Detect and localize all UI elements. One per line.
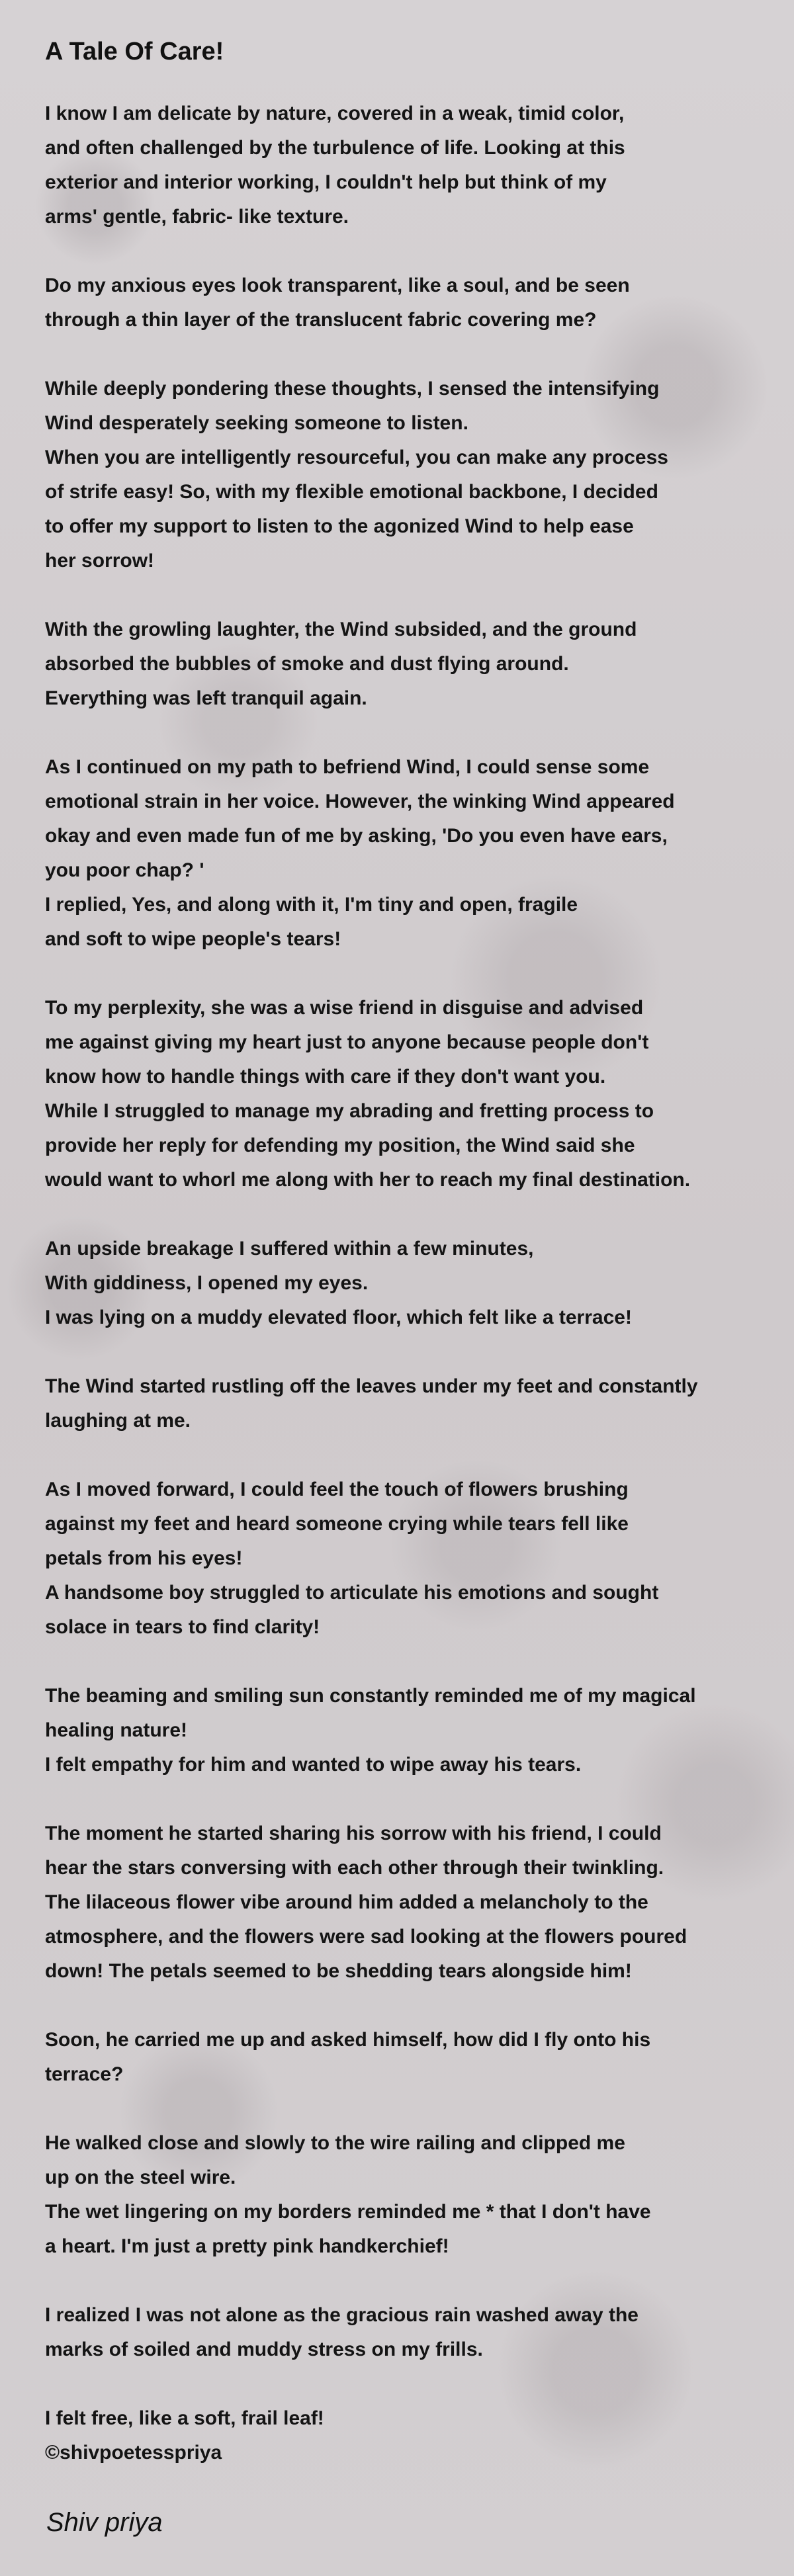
poem-line: Wind desperately seeking someone to listen. [45, 412, 468, 434]
poem-line: arms' gentle, fabric- like texture. [45, 206, 349, 228]
poem-stanza [45, 372, 749, 578]
poem-line: The moment he started sharing his sorrow with his friend, I could [45, 1823, 662, 1844]
poem-line: To my perplexity, she was a wise friend in disguise and advised [45, 997, 644, 1019]
poem-line: a heart. I'm just a pretty pink handkerchief! [45, 2235, 449, 2257]
poem-line: and soft to wipe people's tears! [45, 928, 341, 950]
poem-stanza [45, 2023, 749, 2092]
poem-line: A handsome boy struggled to articulate his emotions and sought [45, 1582, 659, 1604]
poem-line: to offer my support to listen to the agonized Wind to help ease [45, 515, 634, 537]
poem-line: The lilaceous flower vibe around him added a melancholy to the [45, 1891, 648, 1913]
poem-line: exterior and interior working, I couldn't help but think of my [45, 171, 607, 193]
poem-line: Soon, he carried me up and asked himself, how did I fly onto his [45, 2029, 651, 2051]
poem-line: emotional strain in her voice. However, the winking Wind appeared [45, 791, 675, 812]
poem-stanza [45, 613, 749, 716]
poem-stanza [45, 2126, 749, 2264]
poem-line: of strife easy! So, with my flexible emotional backbone, I decided [45, 481, 658, 503]
poem-line: Do my anxious eyes look transparent, like a soul, and be seen [45, 275, 630, 296]
poem-stanza [45, 97, 749, 234]
poem-stanza [45, 2298, 749, 2367]
poem-line: As I moved forward, I could feel the touch of flowers brushing [45, 1479, 629, 1500]
poem-stanza [45, 1369, 749, 1438]
poem-line: With the growling laughter, the Wind subsided, and the ground [45, 619, 637, 640]
poem-line: An upside breakage I suffered within a few minutes, [45, 1238, 534, 1260]
poem-line: against my feet and heard someone crying while tears fell like [45, 1513, 629, 1535]
poem-line: absorbed the bubbles of smoke and dust flying around. [45, 653, 569, 675]
poem-stanza [45, 1679, 749, 1782]
poem-stanza [45, 1817, 749, 1989]
poem-line: and often challenged by the turbulence of life. Looking at this [45, 137, 625, 159]
poem-line: her sorrow! [45, 550, 155, 572]
poem-line: While deeply pondering these thoughts, I sensed the intensifying [45, 378, 660, 400]
poem-line: I realized I was not alone as the gracious rain washed away the [45, 2304, 639, 2326]
poem-line: you poor chap? ' [45, 859, 204, 881]
poem-line: through a thin layer of the translucent fabric covering me? [45, 309, 597, 331]
poem-line: up on the steel wire. [45, 2167, 236, 2188]
poem-line: While I struggled to manage my abrading and fretting process to [45, 1100, 654, 1122]
poem-line: Everything was left tranquil again. [45, 687, 367, 709]
poem-line: down! The petals seemed to be shedding tears alongside him! [45, 1960, 632, 1982]
poem-line: hear the stars conversing with each other through their twinkling. [45, 1857, 664, 1879]
poem-line: The Wind started rustling off the leaves under my feet and constantly [45, 1375, 698, 1397]
poem-line: atmosphere, and the flowers were sad looking at the flowers poured [45, 1926, 687, 1948]
poem-stanza [45, 2401, 749, 2470]
poem-line: I replied, Yes, and along with it, I'm tiny and open, fragile [45, 894, 578, 916]
poem-line: petals from his eyes! [45, 1547, 243, 1569]
poem-line: know how to handle things with care if they don't want you. [45, 1066, 606, 1088]
poem-line: marks of soiled and muddy stress on my frills. [45, 2339, 483, 2360]
poem-line: I know I am delicate by nature, covered in a weak, timid color, [45, 103, 625, 124]
poem-line: ©shivpoetesspriya [45, 2442, 222, 2464]
poem-line: With giddiness, I opened my eyes. [45, 1272, 369, 1294]
poem-stanza [45, 1473, 749, 1645]
poem-line: When you are intelligently resourceful, you can make any process [45, 447, 668, 468]
poem-stanza [45, 750, 749, 957]
poem-line: The wet lingering on my borders reminded me * that I don't have [45, 2201, 651, 2223]
poem-line: terrace? [45, 2063, 124, 2085]
poem-line: I felt empathy for him and wanted to wipe away his tears. [45, 1754, 582, 1776]
poem-stanza [45, 1232, 749, 1335]
poem-stanza [45, 991, 749, 1197]
poem-line: solace in tears to find clarity! [45, 1616, 320, 1638]
poem-line: As I continued on my path to befriend Wind, I could sense some [45, 756, 650, 778]
poem-line: okay and even made fun of me by asking, 'Do you even have ears, [45, 825, 668, 847]
poem-title: A Tale Of Care! [45, 38, 224, 65]
poem-line: healing nature! [45, 1719, 188, 1741]
poem-line: I felt free, like a soft, frail leaf! [45, 2407, 324, 2429]
poem-line: I was lying on a muddy elevated floor, which felt like a terrace! [45, 1307, 632, 1328]
poem-line: me against giving my heart just to anyone because people don't [45, 1031, 649, 1053]
poem-line: would want to whorl me along with her to reach my final destination. [45, 1169, 691, 1191]
poem-line: provide her reply for defending my position, the Wind said she [45, 1135, 635, 1156]
poem-stanza [45, 269, 749, 337]
poem-author: Shiv priya [46, 2508, 163, 2537]
poem-line: laughing at me. [45, 1410, 191, 1432]
poem-body [45, 97, 749, 2470]
poem-line: He walked close and slowly to the wire railing and clipped me [45, 2132, 625, 2154]
poem-line: The beaming and smiling sun constantly reminded me of my magical [45, 1685, 696, 1707]
